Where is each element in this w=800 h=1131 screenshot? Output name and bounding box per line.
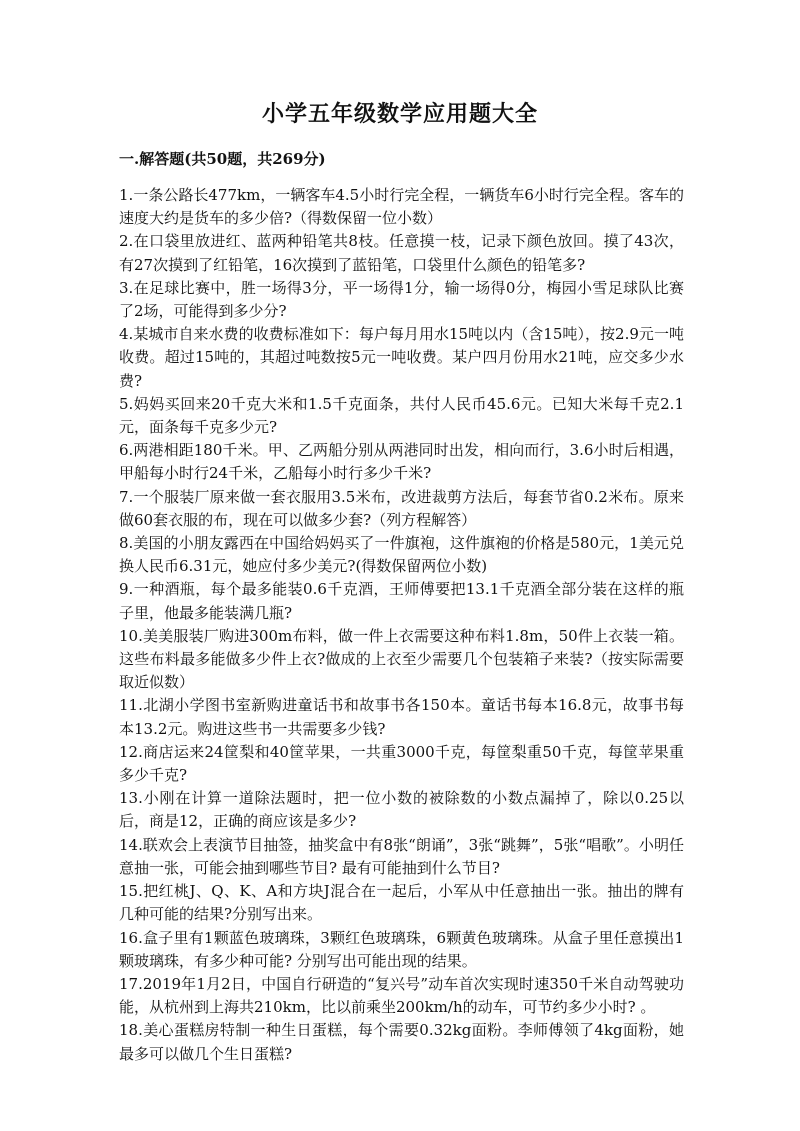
section-heading: 一.解答题(共50题，共269分)	[119, 150, 326, 168]
question-item: 5.妈妈买回来20千克大米和1.5千克面条，共付人民币45.6元。已知大米每千克2.1元，面条每千克多少元?	[119, 394, 684, 437]
question-item: 14.联欢会上表演节目抽签，抽奖盒中有8张“朗诵”，3张“跳舞”，5张“唱歌”。小明任意抽一张，可能会抽到哪些节目? 最有可能抽到什么节目?	[119, 835, 684, 877]
question-item: 15.把红桃J、Q、K、A和方块J混合在一起后，小军从中任意抽出一张。抽出的牌有几种可能的结果?分别写出来。	[119, 882, 684, 924]
question-item: 6.两港相距180千米。甲、乙两船分别从两港同时出发，相向而行，3.6小时后相遇，甲船每小时行24千米，乙船每小时行多少千米?	[119, 441, 684, 483]
question-list	[119, 184, 684, 1066]
question-item: 4.某城市自来水费的收费标准如下：每户每月用水15吨以内（含15吨），按2.9元一吨收费。超过15吨的，其超过吨数按5元一吨收费。某户四月份用水21吨，应交多少水费?	[119, 325, 684, 390]
document-title: 小学五年级数学应用题大全	[261, 101, 538, 127]
question-item: 17.2019年1月2日，中国自行研造的“复兴号”动车首次实现时速350千米自动驾驶功能，从杭州到上海共210km，比以前乘坐200km/h的动车，可节约多少小时? 。	[119, 974, 684, 1017]
question-item: 16.盒子里有1颗蓝色玻璃珠，3颗红色玻璃珠，6颗黄色玻璃珠。从盒子里任意摸出1颗玻璃珠，有多少种可能? 分别写出可能出现的结果。	[119, 928, 684, 970]
question-item: 12.商店运来24筐梨和40筐苹果，一共重3000千克，每筐梨重50千克，每筐苹果重多少千克?	[119, 742, 684, 785]
question-item: 2.在口袋里放进红、蓝两种铅笔共8枝。任意摸一枝，记录下颜色放回。摸了43次，有27次摸到了红铅笔，16次摸到了蓝铅笔，口袋里什么颜色的铅笔多?	[119, 232, 684, 274]
question-item: 18.美心蛋糕房特制一种生日蛋糕，每个需要0.32kg面粉。李师傅领了4kg面粉，她最多可以做几个生日蛋糕?	[119, 1021, 684, 1063]
question-item: 8.美国的小朋友露西在中国给妈妈买了一件旗袍，这件旗袍的价格是580元，1美元兑换人民币6.31元，她应付多少美元?(得数保留两位小数)	[119, 534, 684, 576]
question-item: 3.在足球比赛中，胜一场得3分，平一场得1分，输一场得0分，梅园小雪足球队比赛了2场，可能得到多少分?	[119, 278, 684, 321]
question-item: 9.一种酒瓶，每个最多能装0.6千克酒，王师傅要把13.1千克酒全部分装在这样的瓶子里，他最多能装满几瓶?	[119, 580, 684, 622]
question-item: 7.一个服装厂原来做一套衣服用3.5米布，改进裁剪方法后，每套节省0.2米布。原来做60套衣服的布，现在可以做多少套?（列方程解答）	[119, 487, 684, 529]
question-item: 1.一条公路长477km，一辆客车4.5小时行完全程，一辆货车6小时行完全程。客车的速度大约是货车的多少倍?（得数保留一位小数）	[119, 186, 684, 228]
question-item: 10.美美服装厂购进300m布料，做一件上衣需要这种布料1.8m，50件上衣装一箱。这些布料最多能做多少件上衣?做成的上衣至少需要几个包装箱子来装?（按实际需要取近似数）	[119, 626, 684, 692]
question-item: 11.北湖小学图书室新购进童话书和故事书各150本。童话书每本16.8元，故事书每本13.2元。购进这些书一共需要多少钱?	[119, 696, 684, 738]
question-item: 13.小刚在计算一道除法题时，把一位小数的被除数的小数点漏掉了，除以0.25以后，商是12，正确的商应该是多少?	[119, 789, 684, 831]
